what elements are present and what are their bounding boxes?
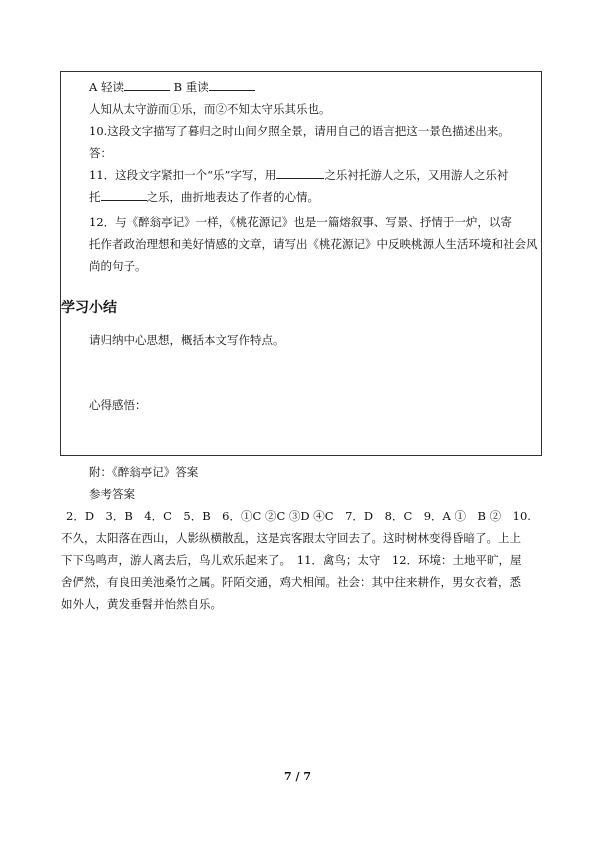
summary-prompt: 请归纳中心思想，概括本文写作特点。 bbox=[89, 333, 285, 347]
question-12-line1: 12．与《醉翁亭记》一样，《桃花源记》也是一篇熔叙事、写景、抒情于一炉，以寄 bbox=[89, 215, 512, 229]
option-b-blank bbox=[209, 80, 255, 91]
page-number: 7 / 7 bbox=[284, 770, 311, 783]
answers-line5: 如外人，黄发垂髫并怡然自乐。 bbox=[61, 597, 222, 611]
q9-options-line bbox=[89, 80, 255, 95]
question-10: 10.这段文字描写了暮归之时山间夕照全景，请用自己的语言把这一景色描述出来。 bbox=[89, 124, 510, 138]
summary-heading: 学习小结 bbox=[61, 300, 117, 316]
q11-text-d: 之乐，曲折地表达了作者的心情。 bbox=[146, 190, 319, 204]
reference-answer-label: 参考答案 bbox=[89, 487, 135, 501]
option-b-label: B 重读 bbox=[173, 80, 209, 94]
option-a-label: A 轻读 bbox=[89, 80, 124, 94]
question-11-line1 bbox=[89, 168, 508, 183]
appendix-title: 附：《醉翁亭记》答案 bbox=[89, 465, 199, 479]
answers-line4: 舍俨然，有良田美池桑竹之属。阡陌交通，鸡犬相闻。社会：其中往来耕作，男女衣着，悉 bbox=[61, 575, 521, 589]
q11-blank-2 bbox=[101, 190, 147, 201]
question-12-line3: 尚的句子。 bbox=[89, 259, 147, 273]
q9-sentence: 人知从太守游而①乐，而②不知太守乐其乐也。 bbox=[89, 102, 331, 116]
question-11-line2 bbox=[89, 190, 319, 205]
q11-text-c: 托 bbox=[89, 190, 101, 204]
question-12-line2: 托作者政治理想和美好情感的文章，请写出《桃花源记》中反映桃源人生活环境和社会风 bbox=[89, 237, 538, 251]
reflection-label: 心得感悟： bbox=[89, 398, 147, 412]
answers-line2: 不久，太阳落在西山，人影纵横散乱，这是宾客跟太守回去了。这时树林变得昏暗了。上上 bbox=[61, 531, 521, 545]
answers-line1: 2．D 3．B 4．C 5．B 6．①C ②C ③D ④C 7．D 8．C 9．A ① B ② 10. bbox=[66, 509, 531, 523]
answers-line3: 下下鸟鸣声，游人离去后，鸟儿欢乐起来了。 11．禽鸟；太守 12．环境：土地平旷，屋 bbox=[61, 553, 522, 567]
q10-answer-label: 答： bbox=[89, 146, 112, 160]
q11-text-b: 之乐衬托游人之乐，又用游人之乐衬 bbox=[324, 168, 509, 182]
q11-blank-1 bbox=[276, 168, 324, 179]
q11-text-a: 11．这段文字紧扣一个“乐”字写，用 bbox=[89, 168, 277, 182]
option-a-blank bbox=[124, 80, 170, 91]
